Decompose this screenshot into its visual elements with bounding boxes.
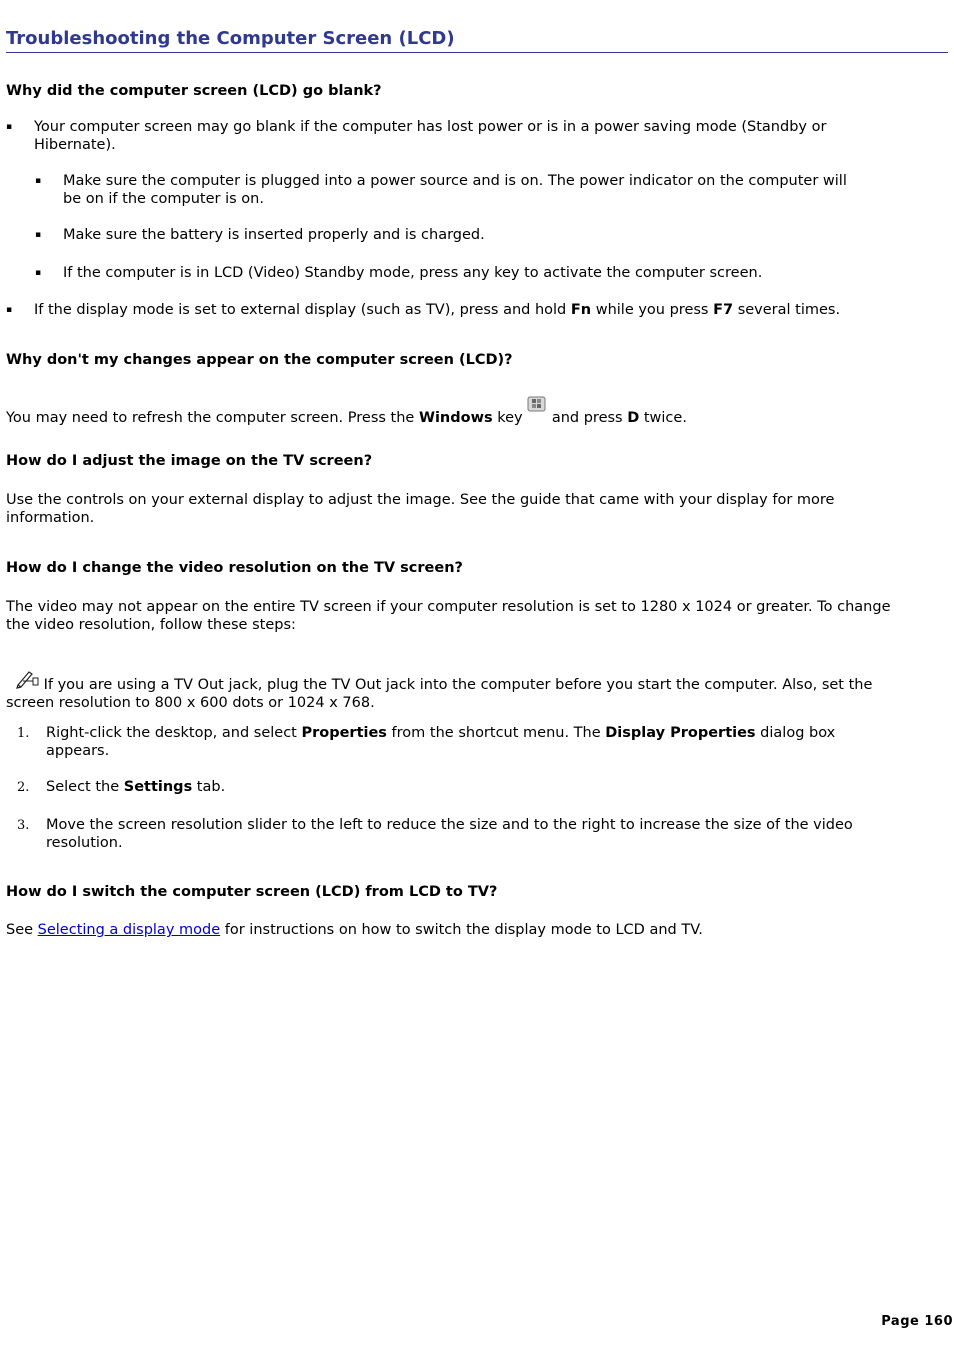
question-switch: How do I switch the computer screen (LCD) from LCD to TV? bbox=[6, 884, 498, 900]
paragraph: You may need to refresh the computer screen. Press the Windows key and press D twice. bbox=[6, 402, 941, 428]
list-item-text: be on if the computer is on. bbox=[63, 190, 264, 207]
key-d: D bbox=[627, 410, 640, 426]
paragraph: Use the controls on your external display to adjust the image. See the guide that came with your display for more information. bbox=[6, 492, 835, 526]
list-item-text: Make sure the battery is inserted properly and is charged. bbox=[63, 227, 485, 243]
note: If you are using a TV Out jack, plug the TV Out jack into the computer before you start the computer. Also, set the screen resolution to 800 x 600 dots or 1024 x 768. bbox=[6, 665, 941, 712]
key-fn: Fn bbox=[570, 302, 592, 318]
key-windows: Windows bbox=[418, 410, 493, 426]
question-blank: Why did the computer screen (LCD) go blank? bbox=[6, 83, 382, 99]
page-number: Page 160 bbox=[881, 1314, 953, 1329]
list-item: Move the screen resolution slider to the left to reduce the size and to the right to increase the size of the video resolution. bbox=[46, 817, 853, 851]
list-item-text: Make sure the computer is plugged into a power source and is on. The power indicator on the computer will bbox=[63, 173, 847, 189]
list-item-text: Hibernate). bbox=[34, 136, 116, 153]
bullet-marker: ▪ bbox=[6, 122, 13, 132]
list-item: Select the Settings tab. bbox=[46, 779, 226, 795]
question-resolution: How do I change the video resolution on the TV screen? bbox=[6, 560, 463, 576]
selecting-display-mode-link[interactable]: Selecting a display mode bbox=[37, 922, 221, 938]
windows-key-icon bbox=[527, 402, 547, 428]
list-item-text: Your computer screen may go blank if the computer has lost power or is in a power saving mode (Standby or bbox=[34, 119, 827, 135]
bullet-marker: ▪ bbox=[35, 268, 42, 278]
question-changes: Why don't my changes appear on the computer screen (LCD)? bbox=[6, 352, 513, 368]
list-item: Right-click the desktop, and select Properties from the shortcut menu. The Display Properties dialog box appears. bbox=[46, 725, 836, 759]
step-number: 1. bbox=[17, 726, 30, 741]
step-number: 3. bbox=[17, 818, 30, 833]
note-pencil-icon bbox=[15, 669, 39, 695]
bullet-marker: ▪ bbox=[35, 176, 42, 186]
step-number: 2. bbox=[17, 780, 30, 795]
key-f7: F7 bbox=[713, 302, 734, 318]
paragraph: The video may not appear on the entire TV screen if your computer resolution is set to 1280 x 1024 or greater. To change the video resolution, follow these steps: bbox=[6, 599, 891, 633]
bullet-marker: ▪ bbox=[35, 230, 42, 240]
page-title: Troubleshooting the Computer Screen (LCD) bbox=[6, 28, 948, 53]
question-adjust: How do I adjust the image on the TV screen? bbox=[6, 453, 373, 469]
list-item-text: If the display mode is set to external display (such as TV), press and hold Fn while you press F7 several times. bbox=[34, 302, 841, 318]
bullet-marker: ▪ bbox=[6, 305, 13, 315]
paragraph: See Selecting a display mode for instructions on how to switch the display mode to LCD and TV. bbox=[6, 922, 703, 938]
list-item-text: If the computer is in LCD (Video) Standby mode, press any key to activate the computer screen. bbox=[63, 265, 763, 281]
